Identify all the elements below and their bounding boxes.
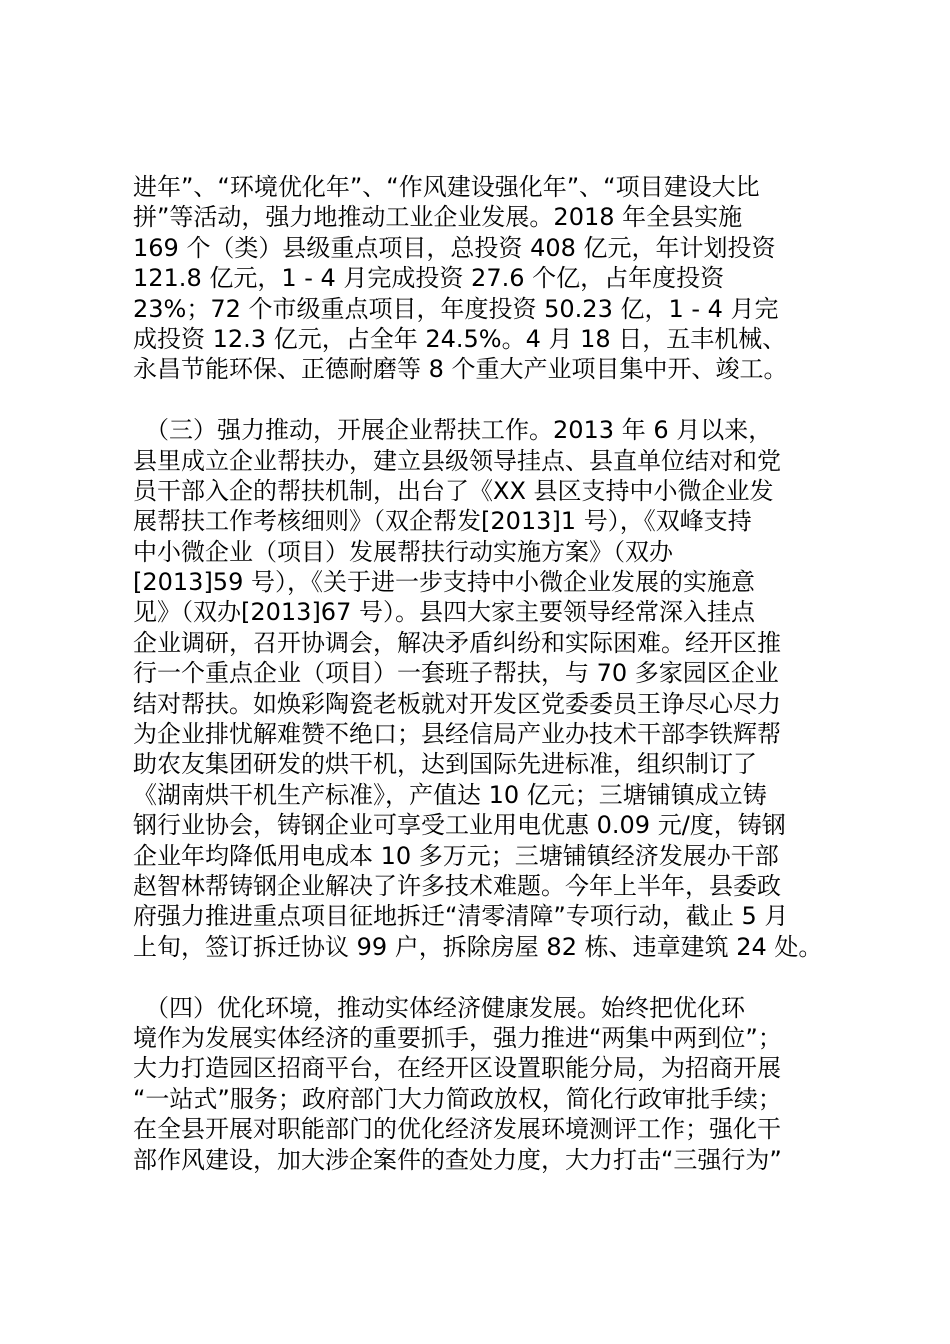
document-body [133, 172, 833, 1175]
text-line: 拼”等活动，强力地推动工业企业发展。2018 年全县实施 [133, 203, 743, 232]
text-line: 结对帮扶。如焕彩陶瓷老板就对开发区党委委员王诤尽心尽力 [133, 689, 781, 718]
text-line: 县里成立企业帮扶办，建立县级领导挂点、县直单位结对和党 [133, 446, 781, 475]
text-line: 府强力推进重点项目征地拆迁“清零清障”专项行动，截止 5 月 [133, 902, 789, 931]
text-line: 钢行业协会，铸钢企业可享受工业用电优惠 0.09 元/度，铸钢 [133, 811, 786, 840]
text-line: 赵智林帮铸钢企业解决了许多技术难题。今年上半年，县委政 [133, 871, 781, 900]
paragraph-gap [133, 385, 833, 415]
text-line: 上旬，签订拆迁协议 99 户，拆除房屋 82 栋、违章建筑 24 处。 [133, 932, 823, 961]
text-line: 进年”、“环境优化年”、“作风建设强化年”、“项目建设大比 [133, 173, 760, 201]
text-line: 大力打造园区招商平台，在经开区设置职能分局，为招商开展 [133, 1054, 781, 1083]
text-line: 中小微企业（项目）发展帮扶行动实施方案》（双办 [133, 537, 673, 566]
text-line: 部作风建设，加大涉企案件的查处力度，大力打击“三强行为” [133, 1145, 782, 1174]
text-line: （三）强力推动，开展企业帮扶工作。2013 年 6 月以来， [133, 416, 773, 445]
text-line: 121.8 亿元，1 - 4 月完成投资 27.6 个亿，占年度投资 [133, 264, 725, 293]
text-line: “一站式”服务；政府部门大力简政放权，简化行政审批手续； [133, 1084, 782, 1113]
text-line: 成投资 12.3 亿元，占全年 24.5%。4 月 18 日，五丰机械、 [133, 324, 787, 353]
text-line: 助农友集团研发的烘干机，达到国际先进标准，组织制订了 [133, 750, 757, 779]
paragraph-gap [133, 962, 833, 992]
text-line: 23%；72 个市级重点项目，年度投资 50.23 亿，1 - 4 月完 [133, 294, 779, 323]
text-line: 企业调研，召开协调会，解决矛盾纠纷和实际困难。经开区推 [133, 628, 781, 657]
text-line: （四）优化环境，推动实体经济健康发展。始终把优化环 [133, 993, 745, 1022]
text-line: [2013]59 号），《关于进一步支持中小微企业发展的实施意 [133, 568, 755, 597]
text-line: 169 个（类）县级重点项目，总投资 408 亿元，年计划投资 [133, 233, 776, 262]
text-line: 见》（双办[2013]67 号）。县四大家主要领导经常深入挂点 [133, 598, 755, 627]
text-line: 《湖南烘干机生产标准》，产值达 10 亿元；三塘铺镇成立铸 [133, 780, 767, 809]
text-line: 企业年均降低用电成本 10 多万元；三塘铺镇经济发展办干部 [133, 841, 779, 870]
text-line: 境作为发展实体经济的重要抓手，强力推进“两集中两到位”； [133, 1023, 782, 1052]
paragraph-1 [133, 172, 833, 385]
text-line: 在全县开展对职能部门的优化经济发展环境测评工作；强化干 [133, 1115, 781, 1144]
text-line: 行一个重点企业（项目）一套班子帮扶，与 70 多家园区企业 [133, 659, 779, 688]
text-line: 展帮扶工作考核细则》（双企帮发[2013]1 号），《双峰支持 [133, 507, 752, 536]
text-line: 永昌节能环保、正德耐磨等 8 个重大产业项目集中开、竣工。 [133, 355, 788, 384]
paragraph-3 [133, 993, 833, 1175]
paragraph-2 [133, 415, 833, 962]
text-line: 为企业排忧解难赞不绝口；县经信局产业办技术干部李铁辉帮 [133, 720, 781, 749]
text-line: 员干部入企的帮扶机制，出台了《XX 县区支持中小微企业发 [133, 476, 774, 505]
